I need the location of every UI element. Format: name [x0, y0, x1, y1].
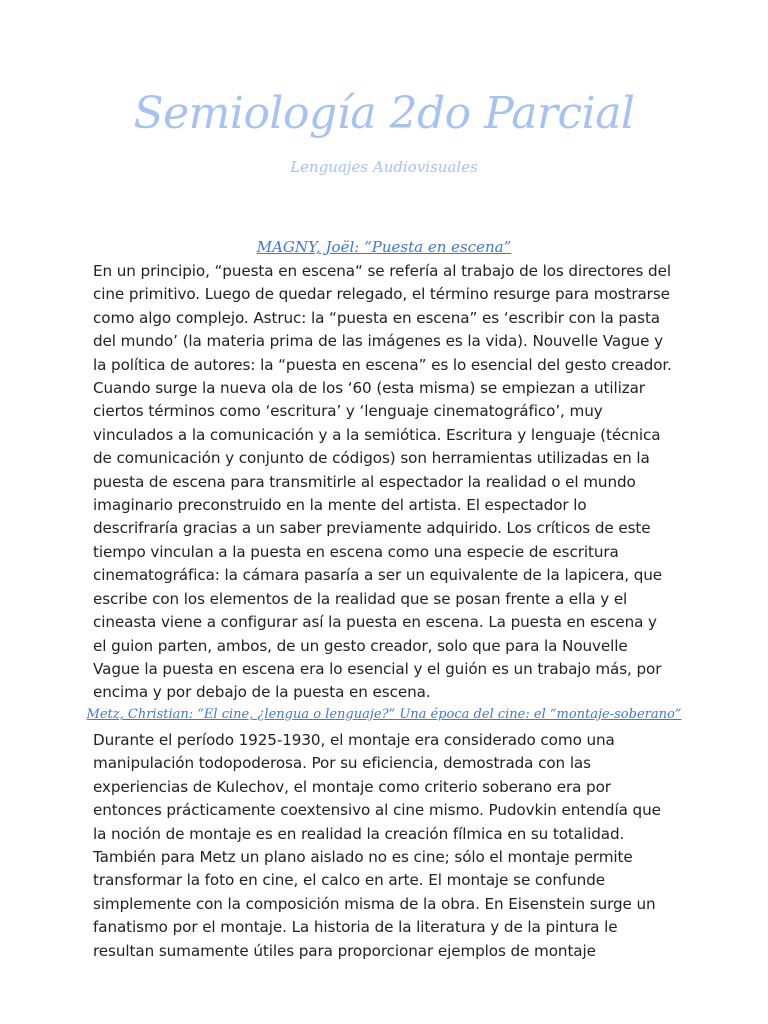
document-title: Semiología 2do Parcial — [133, 88, 635, 139]
section-body-metz: Durante el período 1925-1930, el montaje era considerado como una manipulación todopoderosa. Por su eficiencia, demostrada con las experiencias de Kulechov, el montaje como criterio soberano era por entonces prácticamente coextensivo al cine mismo. Pudovkin entendía que la noción de montaje es en realidad la creación fílmica en su totalidad. También para Metz un plano aislado no es cine; sólo el montaje permite transformar la foto en cine, el calco en arte. El montaje se confunde simplemente con la composición misma de la obra. En Eisenstein surge un fanatismo por el montaje. La historia de la literatura y de la pintura le resultan sumamente útiles para proporcionar ejemplos de montaje — [93, 731, 661, 960]
section-body-magny: En un principio, “puesta en escena“ se refería al trabajo de los directores del cine primitivo. Luego de quedar relegado, el término resurge para mostrarse como algo complejo. Astruc: la “puesta en escena” es ‘escribir con la pasta del mundo’ (la materia prima de las imágenes es la vida). Nouvelle Vague y la política de autores: la “puesta en escena” es lo esencial del gesto creador. Cuando surge la nueva ola de los ‘60 (esta misma) se empiezan a utilizar ciertos términos como ‘escritura’ y ‘lenguaje cinematográfico’, muy vinculados a la comunicación y a la semiótica. Escritura y lenguaje (técnica de comunicación y conjunto de códigos) son herramientas utilizadas en la puesta de escena para transmitirle al espectador la realidad o el mundo imaginario preconstruido en la mente del artista. El espectador lo descrifraría gracias a un saber previamente adquirido. Los críticos de este tiempo vinculan a la puesta en escena como una especie de escritura cinematográfica: la cámara pasaría a ser un equivalente de la lapicera, que escribe con los elementos de la realidad que se posan frente a ella y el cineasta viene a configurar así la puesta en escena. La puesta en escena y el guion parten, ambos, de un gesto creador, solo que para la Nouvelle Vague la puesta en escena era lo esencial y el guión es un trabajo más, por encima y por debajo de la puesta en escena. — [93, 262, 672, 702]
section-heading-metz: Metz, Christian: “El cine, ¿lengua o lenguaje?” Una época del cine: el “montaje-soberano” — [86, 707, 682, 722]
section-heading-magny: MAGNY, Joël: “Puesta en escena” — [256, 238, 512, 256]
document-subtitle: Lenguajes Audiovisuales — [290, 158, 478, 176]
